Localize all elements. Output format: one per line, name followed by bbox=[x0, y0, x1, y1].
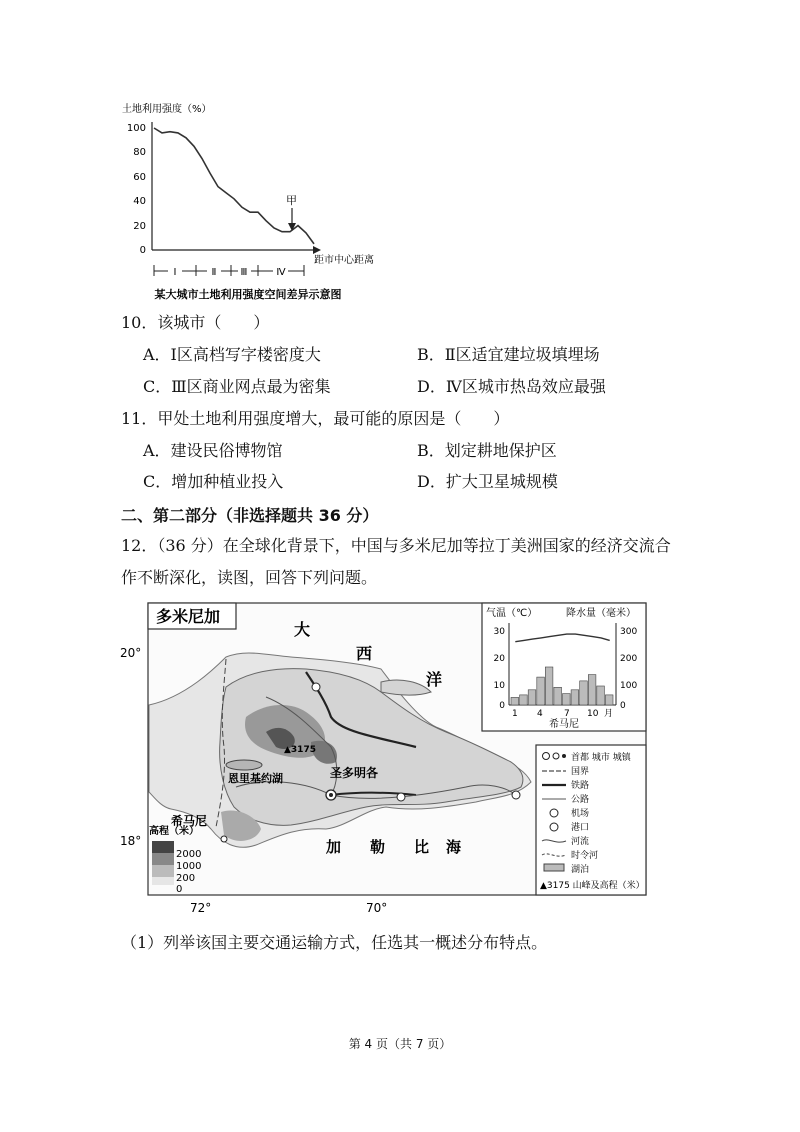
legend-lake: 湖泊 bbox=[571, 865, 590, 875]
ytick-80: 80 bbox=[133, 147, 146, 158]
legend-airport-icon bbox=[550, 809, 558, 817]
legend-city-icon bbox=[553, 753, 559, 759]
precip-tick-0: 0 bbox=[620, 701, 626, 711]
elev-swatch-low bbox=[152, 865, 174, 877]
zone-2: Ⅱ bbox=[211, 267, 217, 278]
lake-label: 恩里基约湖 bbox=[228, 772, 283, 785]
precip-bar-6 bbox=[554, 687, 562, 705]
jia-label: 甲 bbox=[286, 194, 297, 207]
q10-option-a: A．Ⅰ区高档写字楼密度大 bbox=[143, 345, 321, 364]
sea-char-4: 海 bbox=[446, 838, 462, 856]
elev-tick-2000: 2000 bbox=[176, 849, 202, 860]
x-axis-arrow bbox=[313, 246, 321, 254]
legend-cities: 首都 城市 城镇 bbox=[571, 753, 631, 763]
climate-inset bbox=[482, 603, 646, 731]
peak-label: ▲3175 bbox=[284, 745, 316, 755]
city-label: 希马尼 bbox=[171, 814, 208, 828]
precip-bar-2 bbox=[520, 695, 528, 705]
elev-swatch-base bbox=[152, 877, 174, 885]
precip-bar-10 bbox=[588, 675, 596, 705]
month-tick-7: 7 bbox=[564, 709, 570, 719]
map-title: 多米尼加 bbox=[156, 607, 221, 626]
temp-tick-0: 0 bbox=[499, 701, 505, 711]
section-heading: 二、第二部分（非选择题共 36 分） bbox=[121, 506, 379, 525]
precip-bar-1 bbox=[511, 697, 519, 705]
precip-bar-9 bbox=[580, 681, 588, 705]
q12-line1: 12．（36 分）在全球化背景下，中国与多米尼加等拉丁美洲国家的经济交流合 bbox=[121, 536, 671, 555]
legend-frame bbox=[536, 745, 646, 895]
chart-xlabel: 距市中心距离 bbox=[314, 255, 374, 266]
precip-tick-200: 200 bbox=[620, 654, 638, 664]
precip-bar-12 bbox=[605, 695, 613, 705]
precip-bar-3 bbox=[528, 690, 536, 705]
ytick-40: 40 bbox=[133, 196, 146, 207]
legend-railway: 铁路 bbox=[571, 781, 590, 791]
airport-punta bbox=[512, 791, 520, 799]
airport-east bbox=[397, 793, 405, 801]
legend-river: 河流 bbox=[571, 837, 590, 847]
ocean-char-2: 西 bbox=[356, 644, 373, 663]
temp-axis-label: 气温（℃） bbox=[486, 608, 538, 619]
land-use-chart bbox=[118, 100, 388, 305]
page-footer: 第 4 页（共 7 页） bbox=[348, 1037, 452, 1051]
jia-arrowhead bbox=[288, 223, 296, 231]
month-tick-1: 1 bbox=[512, 709, 518, 719]
q11-option-a: A．建设民俗博物馆 bbox=[143, 441, 283, 460]
capital-label: 圣多明各 bbox=[330, 766, 379, 780]
airport-north bbox=[312, 683, 320, 691]
elev-swatch-mid bbox=[152, 853, 174, 865]
legend-airport: 机场 bbox=[571, 809, 590, 819]
legend-port: 港口 bbox=[571, 823, 590, 833]
precip-bar-4 bbox=[537, 677, 545, 705]
dominican-map bbox=[116, 597, 656, 917]
ytick-60: 60 bbox=[133, 172, 146, 183]
lat-20: 20° bbox=[120, 646, 142, 660]
legend-road: 公路 bbox=[571, 795, 590, 805]
chart-caption: 某大城市土地利用强度空间差异示意图 bbox=[154, 288, 342, 301]
legend-border: 国界 bbox=[571, 767, 590, 777]
temp-tick-30: 30 bbox=[493, 627, 505, 637]
elev-tick-200: 200 bbox=[176, 873, 196, 884]
ytick-0: 0 bbox=[139, 245, 146, 256]
precip-bar-7 bbox=[563, 694, 571, 705]
enriquillo-lake bbox=[226, 760, 262, 770]
ocean-char-3: 洋 bbox=[426, 670, 443, 689]
legend-seasonal-river: 时令河 bbox=[571, 851, 599, 861]
q10-option-d: D．Ⅳ区城市热岛效应最强 bbox=[417, 377, 606, 396]
precip-tick-100: 100 bbox=[620, 681, 638, 691]
lon-72: 72° bbox=[190, 901, 212, 915]
precip-bar-5 bbox=[545, 667, 553, 705]
sea-char-1: 加 bbox=[326, 838, 342, 856]
station-label: 希马尼 bbox=[549, 719, 579, 730]
legend-port-icon bbox=[550, 823, 558, 831]
elev-tick-1000: 1000 bbox=[176, 861, 202, 872]
capital-dot bbox=[329, 793, 333, 797]
q10-option-c: C．Ⅲ区商业网点最为密集 bbox=[143, 377, 331, 396]
temp-tick-20: 20 bbox=[493, 654, 505, 664]
q10-stem: 10．该城市（ ） bbox=[121, 313, 270, 332]
precip-bar-11 bbox=[597, 686, 605, 705]
month-tick-10: 10 bbox=[587, 709, 599, 719]
ytick-100: 100 bbox=[126, 123, 146, 134]
sea-char-2: 勒 bbox=[370, 838, 386, 856]
city-marker-ximani bbox=[221, 836, 227, 842]
temp-tick-10: 10 bbox=[493, 681, 505, 691]
legend-capital-icon bbox=[543, 753, 550, 760]
legend-town-icon bbox=[562, 754, 566, 758]
elevation-legend-title: 高程（米） bbox=[149, 826, 199, 837]
chart-ylabel: 土地利用强度（%） bbox=[122, 104, 212, 115]
q12-line2: 作不断深化，读图，回答下列问题。 bbox=[121, 568, 378, 587]
zone-1: Ⅰ bbox=[173, 267, 177, 278]
precip-bar-8 bbox=[571, 690, 579, 705]
ytick-20: 20 bbox=[133, 221, 146, 232]
month-tick-4: 4 bbox=[537, 709, 543, 719]
zone-3: Ⅲ bbox=[240, 267, 248, 278]
lon-70: 70° bbox=[366, 901, 388, 915]
month-unit: 月 bbox=[604, 709, 614, 719]
q11-option-b: B．划定耕地保护区 bbox=[417, 441, 557, 460]
ocean-char-1: 大 bbox=[294, 620, 311, 639]
q12-sub1: （1）列举该国主要交通运输方式，任选其一概述分布特点。 bbox=[121, 933, 548, 952]
precip-tick-300: 300 bbox=[620, 627, 638, 637]
legend-lake-icon bbox=[544, 864, 564, 871]
precip-axis-label: 降水量（毫米） bbox=[566, 608, 636, 619]
q11-stem: 11．甲处土地利用强度增大，最可能的原因是（ ） bbox=[121, 409, 510, 428]
q10-option-b: B．Ⅱ区适宜建垃圾填埋场 bbox=[417, 345, 600, 364]
q11-option-c: C．增加种植业投入 bbox=[143, 472, 284, 491]
legend-peak: ▲3175 山峰及高程（米） bbox=[540, 881, 645, 891]
elev-swatch-high bbox=[152, 841, 174, 853]
sea-char-3: 比 bbox=[414, 838, 430, 856]
symbol-legend bbox=[536, 745, 646, 895]
elev-tick-0: 0 bbox=[176, 884, 183, 895]
zone-4: Ⅳ bbox=[276, 267, 286, 278]
lat-18: 18° bbox=[120, 834, 142, 848]
q11-option-d: D．扩大卫星城规模 bbox=[417, 472, 558, 491]
